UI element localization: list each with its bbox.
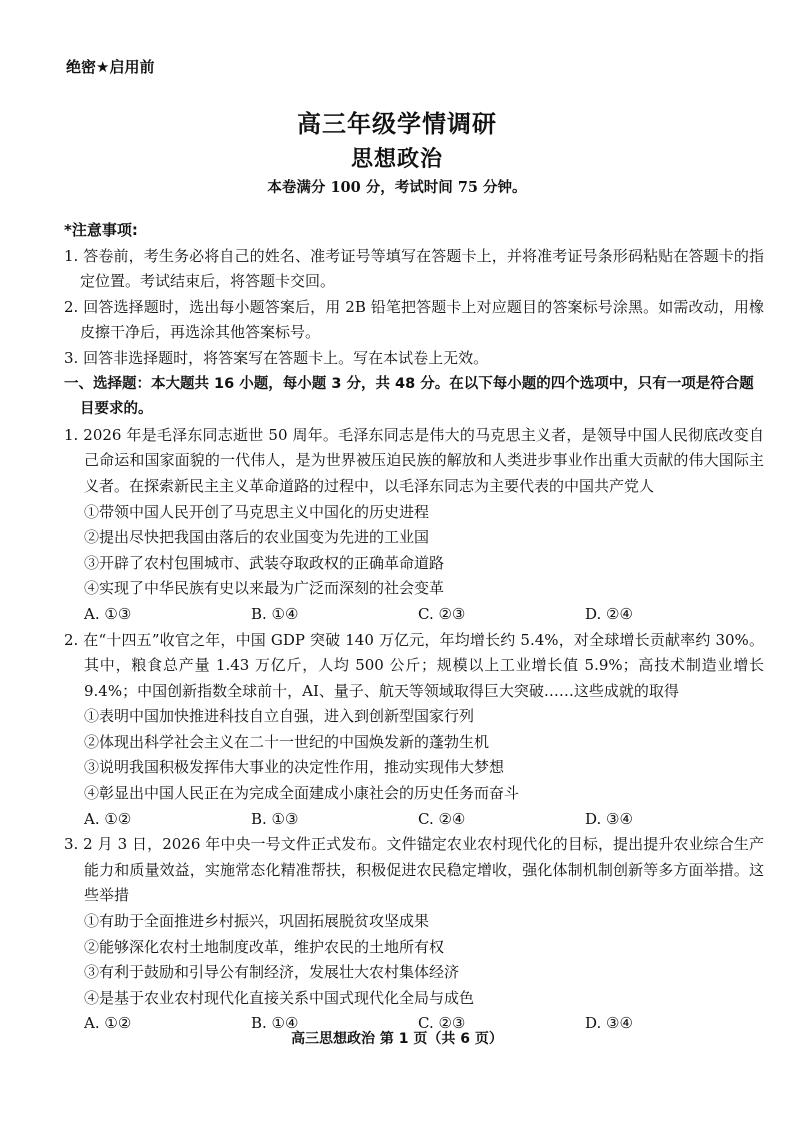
- subject-title: 思想政治: [350, 146, 443, 172]
- page-footer: 高三思想政治 第 1 页（共 6 页）: [291, 1031, 503, 1047]
- choice-a: A. ①②: [84, 809, 132, 828]
- choice-b: B. ①④: [251, 604, 299, 623]
- choice-c: C. ②④: [418, 809, 466, 828]
- statement-option: ③有利于鼓励和引导公有制经济，发展壮大农村集体经济: [84, 963, 460, 982]
- choice-c: C. ②③: [418, 604, 466, 623]
- choice-d: D. ②④: [585, 604, 633, 623]
- choice-a: A. ①③: [84, 604, 132, 623]
- question-2: [64, 628, 764, 833]
- question-1: [64, 423, 764, 628]
- exam-body: [64, 218, 764, 1037]
- statement-option: ④是基于农业农村现代化直接关系中国式现代化全局与成色: [84, 988, 475, 1007]
- statement-option: ②提出尽快把我国由落后的农业国变为先进的工业国: [84, 528, 430, 547]
- question-stem: 2. 在“十四五”收官之年，中国 GDP 突破 140 万亿元，年均增长约 5.4%，对全球增长贡献率约 30%。其中，粮食总产量 1.43 万亿斤，人均 500 公斤；规模以上工业增长值 5.9%；高技术制造业增长 9.4%；中国创新指数全球前十，AI、量子、航天等领域取得巨大突破……这些成就的取得: [64, 630, 764, 700]
- answer-choices: [64, 602, 764, 628]
- choice-c: C. ②③: [418, 1014, 466, 1033]
- section-heading: 一、选择题：本大题共 16 小题，每小题 3 分，共 48 分。在以下每小题的四个选项中，只有一项是符合题目要求的。: [64, 375, 754, 418]
- statement-option: ③说明我国积极发挥伟大事业的决定性作用，推动实现伟大梦想: [84, 758, 505, 777]
- notice-item: 1. 答卷前，考生务必将自己的姓名、准考证号等填写在答题卡上，并将准考证号条形码粘贴在答题卡的指定位置。考试结束后，将答题卡交回。: [64, 246, 764, 291]
- choice-d: D. ③④: [585, 1014, 633, 1033]
- notice-title: *注意事项:: [64, 221, 138, 239]
- statement-option: ①表明中国加快推进科技自立自强，进入到创新型国家行列: [84, 707, 475, 726]
- choice-a: A. ①②: [84, 1014, 132, 1033]
- question-3: [64, 832, 764, 1037]
- statement-option: ③开辟了农村包围城市、武装夺取政权的正确革命道路: [84, 553, 445, 572]
- answer-choices: [64, 807, 764, 833]
- question-stem: 3. 2 月 3 日，2026 年中央一号文件正式发布。文件锚定农业农村现代化的目标，提出提升农业综合生产能力和质量效益，实施常态化精准帮扶，积极促进农民稳定增收，强化体制机制创新等多方面举措。这些举措: [64, 835, 764, 905]
- exam-title: 高三年级学情调研: [297, 109, 497, 138]
- choice-b: B. ①③: [251, 809, 299, 828]
- statement-option: ④彰显出中国人民正在为完成全面建成小康社会的历史任务而奋斗: [84, 784, 520, 803]
- choice-b: B. ①④: [251, 1014, 299, 1033]
- notice-item: 3. 回答非选择题时，将答案写在答题卡上。写在本试卷上无效。: [64, 348, 489, 367]
- statement-option: ②能够深化农村土地制度改革，维护农民的土地所有权: [84, 937, 445, 956]
- confidential-label: 绝密★启用前: [66, 58, 155, 76]
- notice-item: 2. 回答选择题时，选出每小题答案后，用 2B 铅笔把答题卡上对应题目的答案标号涂黑。如需改动，用橡皮擦干净后，再选涂其他答案标号。: [64, 297, 764, 342]
- statement-option: ②体现出科学社会主义在二十一世纪的中国焕发新的蓬勃生机: [84, 732, 490, 751]
- statement-option: ④实现了中华民族有史以来最为广泛而深刻的社会变革: [84, 579, 445, 598]
- choice-d: D. ③④: [585, 809, 633, 828]
- question-stem: 1. 2026 年是毛泽东同志逝世 50 周年。毛泽东同志是伟大的马克思主义者，是领导中国人民彻底改变自己命运和国家面貌的一代伟人，是为世界被压迫民族的解放和人类进步事业作出重大贡献的伟大国际主义者。在探索新民主主义革命道路的过程中，以毛泽东同志为主要代表的中国共产党人: [64, 425, 764, 495]
- statement-option: ①带领中国人民开创了马克思主义中国化的历史进程: [84, 502, 430, 521]
- statement-option: ①有助于全面推进乡村振兴，巩固拓展脱贫攻坚成果: [84, 912, 430, 931]
- exam-info: 本卷满分 100 分，考试时间 75 分钟。: [267, 179, 527, 196]
